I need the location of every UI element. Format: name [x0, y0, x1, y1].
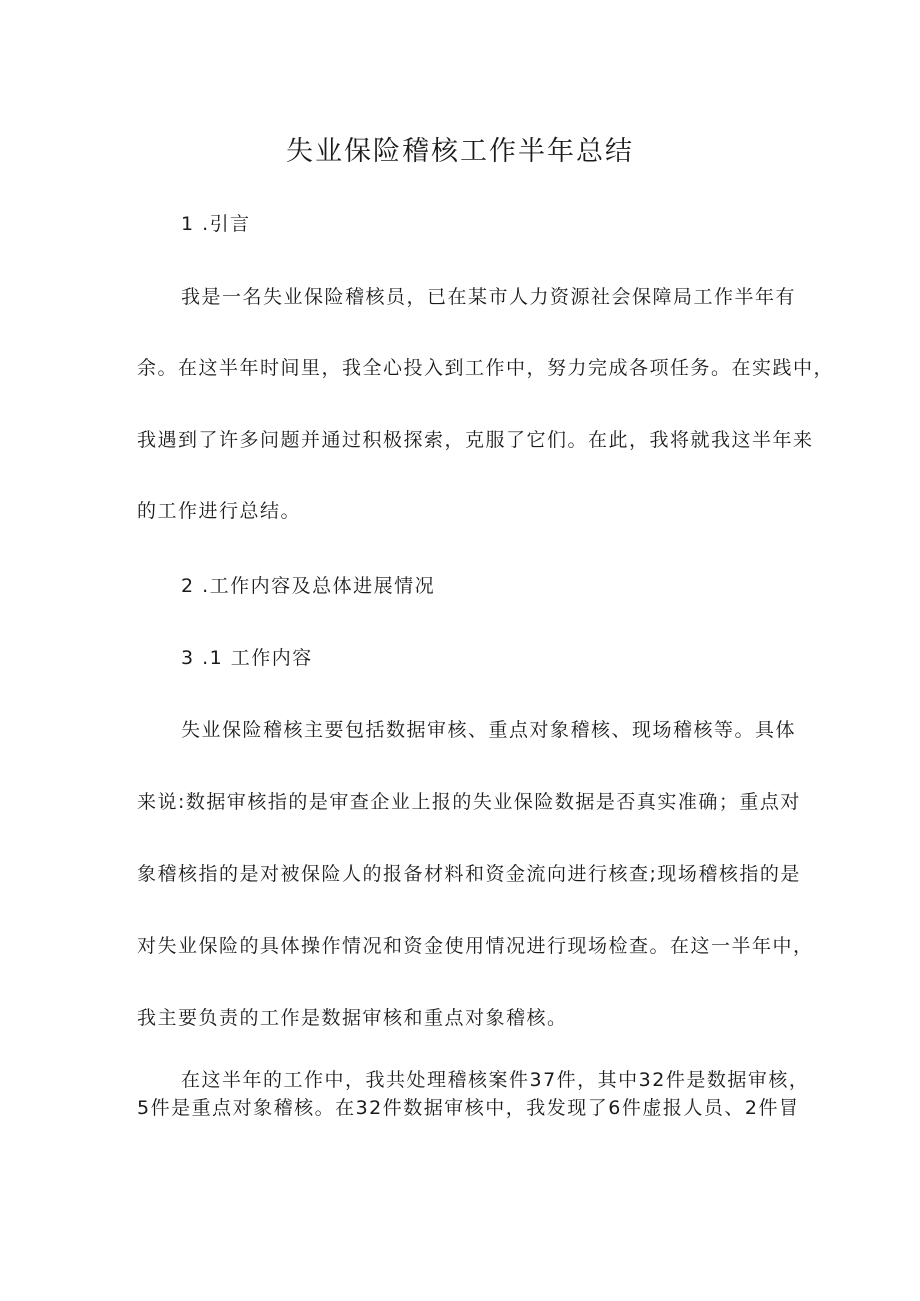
section-1-heading: 1 .引言 — [181, 213, 251, 235]
paragraph-line: 我是一名失业保险稽核员，已在某市人力资源社会保障局工作半年有 — [181, 286, 797, 308]
document-title: 失业保险稽核工作半年总结 — [286, 136, 634, 167]
paragraph-line: 的工作进行总结。 — [137, 500, 302, 522]
paragraph-line: 象稽核指的是对被保险人的报备材料和资金流向进行核查;现场稽核指的是 — [137, 863, 801, 885]
section-3-heading: 3 .1 工作内容 — [181, 647, 313, 669]
paragraph-line: 在这半年的工作中，我共处理稽核案件37件，其中32件是数据审核， — [181, 1069, 810, 1091]
paragraph-line: 余。在这半年时间里，我全心投入到工作中，努力完成各项任务。在实践中， — [137, 357, 835, 379]
paragraph-line: 来说:数据审核指的是审查企业上报的失业保险数据是否真实准确；重点对 — [137, 791, 801, 813]
paragraph-line: 我遇到了许多问题并通过积极探索，克服了它们。在此，我将就我这半年来 — [137, 429, 814, 451]
section-2-heading: 2 .工作内容及总体进展情况 — [181, 575, 436, 597]
paragraph-line: 我主要负责的工作是数据审核和重点对象稽核。 — [137, 1007, 568, 1029]
paragraph-line: 对失业保险的具体操作情况和资金使用情况进行现场检查。在这一半年中， — [137, 935, 814, 957]
paragraph-line: 5件是重点对象稽核。在32件数据审核中，我发现了6件虚报人员、2件冒 — [137, 1097, 800, 1119]
paragraph-line: 失业保险稽核主要包括数据审核、重点对象稽核、现场稽核等。具体 — [181, 719, 797, 741]
